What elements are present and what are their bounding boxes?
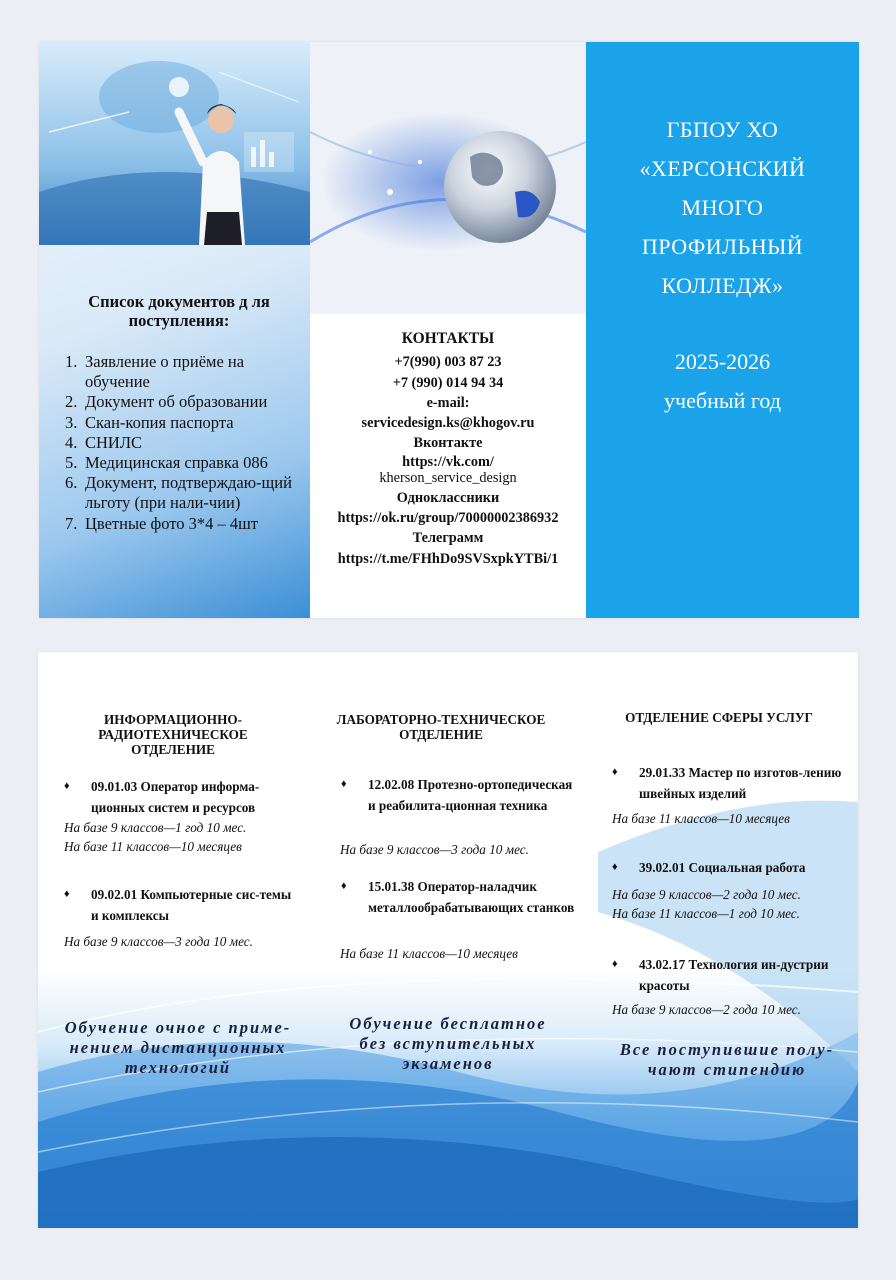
- brochure-inner-sheet: [38, 652, 858, 1228]
- program-basis: [340, 944, 580, 963]
- bullet-icon: ♦: [612, 766, 618, 778]
- item-number: 1.: [65, 352, 78, 371]
- program-name: 43.02.17 Технология ин-дустрии красоты: [639, 957, 829, 993]
- vk-url-line-2: kherson_service_design: [379, 469, 517, 486]
- program-name: 29.01.33 Мастер по изготов-лению швейных изделий: [639, 765, 842, 801]
- program-name: 09.02.01 Компьютерные сис-темы и комплексы: [91, 887, 292, 923]
- email-label: e-mail:: [426, 394, 470, 411]
- item-number: 3.: [65, 412, 78, 432]
- basis-line: На базе 9 классов—2 года 10 мес.: [612, 887, 801, 902]
- program-item: [341, 876, 580, 918]
- item-number: 7.: [65, 513, 78, 533]
- basis-line: На базе 11 классов—10 месяцев: [64, 839, 242, 854]
- college-name-line: МНОГО: [681, 195, 764, 220]
- department-title: ЛАБОРАТОРНО-ТЕХНИЧЕСКОЕ ОТДЕЛЕНИЕ: [336, 712, 546, 742]
- academic-year: [586, 342, 859, 420]
- college-name-line: ПРОФИЛЬНЫЙ: [641, 234, 804, 259]
- item-number: 2.: [65, 392, 78, 412]
- bullet-icon: ♦: [612, 958, 618, 970]
- item-number: 4.: [65, 432, 78, 452]
- program-item: [341, 774, 580, 816]
- program-basis: [64, 932, 304, 951]
- program-basis: [612, 885, 852, 923]
- basis-line: На базе 11 классов—1 год 10 мес.: [612, 906, 800, 921]
- item-text: СНИЛС: [85, 432, 143, 452]
- program-name: 15.01.38 Оператор-наладчик металлообрабатывающих станков: [368, 879, 575, 915]
- college-cover-panel: [586, 42, 859, 618]
- documents-item: [65, 473, 309, 513]
- program-item: [64, 884, 296, 926]
- program-name: 09.01.03 Оператор информа-ционных систем и ресурсов: [91, 779, 260, 815]
- college-name: [586, 110, 859, 305]
- department-slogan: Обучение бесплатное без вступительных экзаменов: [349, 1014, 547, 1073]
- department-title: ИНФОРМАЦИОННО-РАДИОТЕХНИЧЕСКОЕ ОТДЕЛЕНИЕ: [98, 712, 248, 757]
- basis-line: На базе 9 классов—2 года 10 мес.: [612, 1002, 801, 1017]
- contacts-panel: [310, 42, 586, 618]
- basis-line: На базе 9 классов—3 года 10 мес.: [64, 934, 253, 949]
- basis-line: На базе 9 классов—1 год 10 мес.: [64, 820, 247, 835]
- item-text: Цветные фото 3*4 – 4шт: [85, 513, 259, 533]
- bullet-icon: ♦: [64, 888, 70, 900]
- academic-year-value: 2025-2026: [674, 349, 771, 374]
- item-number: 5.: [65, 453, 78, 473]
- telegram-label: Телеграмм: [412, 530, 484, 547]
- department-column-2: [311, 652, 584, 1228]
- globe-illustration: [310, 42, 586, 314]
- department-slogan: Обучение очное с приме-нением дистанционных технологий: [64, 1018, 292, 1077]
- college-name-line: «ХЕРСОНСКИЙ: [639, 156, 806, 181]
- documents-item: [65, 514, 309, 534]
- telegram-url: https://t.me/FHhDo9SVSxpkYTBi/1: [337, 550, 559, 567]
- documents-panel: [39, 42, 310, 618]
- ok-url: https://ok.ru/group/70000002386932: [337, 510, 559, 527]
- college-name-line: ГБПОУ ХО: [666, 117, 779, 142]
- department-title: ОТДЕЛЕНИЕ СФЕРЫ УСЛУГ: [625, 710, 813, 725]
- phone-1: +7(990) 003 87 23: [394, 354, 502, 371]
- academic-year-label: учебный год: [664, 388, 781, 413]
- item-text: Документ, подтверждаю-щий льготу (при нали-чии): [85, 473, 292, 513]
- program-item: [612, 762, 847, 804]
- department-column-1: [38, 652, 311, 1228]
- item-text: Скан-копия паспорта: [85, 412, 234, 432]
- bullet-icon: ♦: [612, 861, 618, 873]
- item-text: Заявление о приёме на обучение: [85, 352, 245, 392]
- documents-item: [65, 413, 309, 433]
- phone-2: +7 (990) 014 94 34: [392, 374, 504, 391]
- program-basis: [612, 809, 852, 828]
- documents-item: [65, 433, 309, 453]
- department-column-3: [584, 652, 858, 1228]
- program-item: [612, 954, 847, 996]
- vk-label: Вконтакте: [413, 435, 483, 452]
- vk-url-line-1: https://vk.com/: [402, 453, 494, 470]
- program-item: [64, 776, 296, 818]
- item-text: Медицинская справка 086: [85, 453, 268, 473]
- bullet-icon: ♦: [341, 880, 347, 892]
- bullet-icon: ♦: [64, 780, 70, 792]
- department-slogan: Все поступившие полу-чают стипендию: [619, 1040, 835, 1079]
- program-name: 39.02.01 Социальная работа: [639, 860, 806, 875]
- basis-line: На базе 11 классов—10 месяцев: [340, 946, 518, 961]
- basis-line: На базе 11 классов—10 месяцев: [612, 811, 790, 826]
- photo-illustration: [39, 42, 310, 245]
- contacts-title: КОНТАКТЫ: [401, 330, 495, 347]
- documents-list: [65, 352, 309, 534]
- documents-item: [65, 392, 309, 412]
- college-name-line: КОЛЛЕДЖ»: [661, 273, 784, 298]
- program-name: 12.02.08 Протезно-ортопедическая и реабилита-ционная техника: [368, 777, 573, 813]
- item-text: Документ об образовании: [85, 392, 268, 412]
- woman-touchscreen-photo: [39, 42, 310, 245]
- item-number: 6.: [65, 473, 78, 493]
- documents-item: [65, 453, 309, 473]
- documents-item: [65, 352, 309, 392]
- globe-image: [310, 42, 586, 314]
- bullet-icon: ♦: [341, 778, 347, 790]
- contacts-block: [310, 329, 586, 569]
- email-address: servicedesign.ks@khogov.ru: [361, 415, 535, 432]
- basis-line: На базе 9 классов—3 года 10 мес.: [340, 842, 529, 857]
- ok-label: Одноклассники: [396, 489, 500, 506]
- program-basis: [64, 818, 304, 856]
- program-basis: [612, 1000, 852, 1019]
- program-item: [612, 857, 847, 878]
- documents-title: Список документов д ля поступления:: [88, 292, 270, 330]
- program-basis: [340, 840, 580, 859]
- brochure-outer-sheet: [39, 42, 859, 618]
